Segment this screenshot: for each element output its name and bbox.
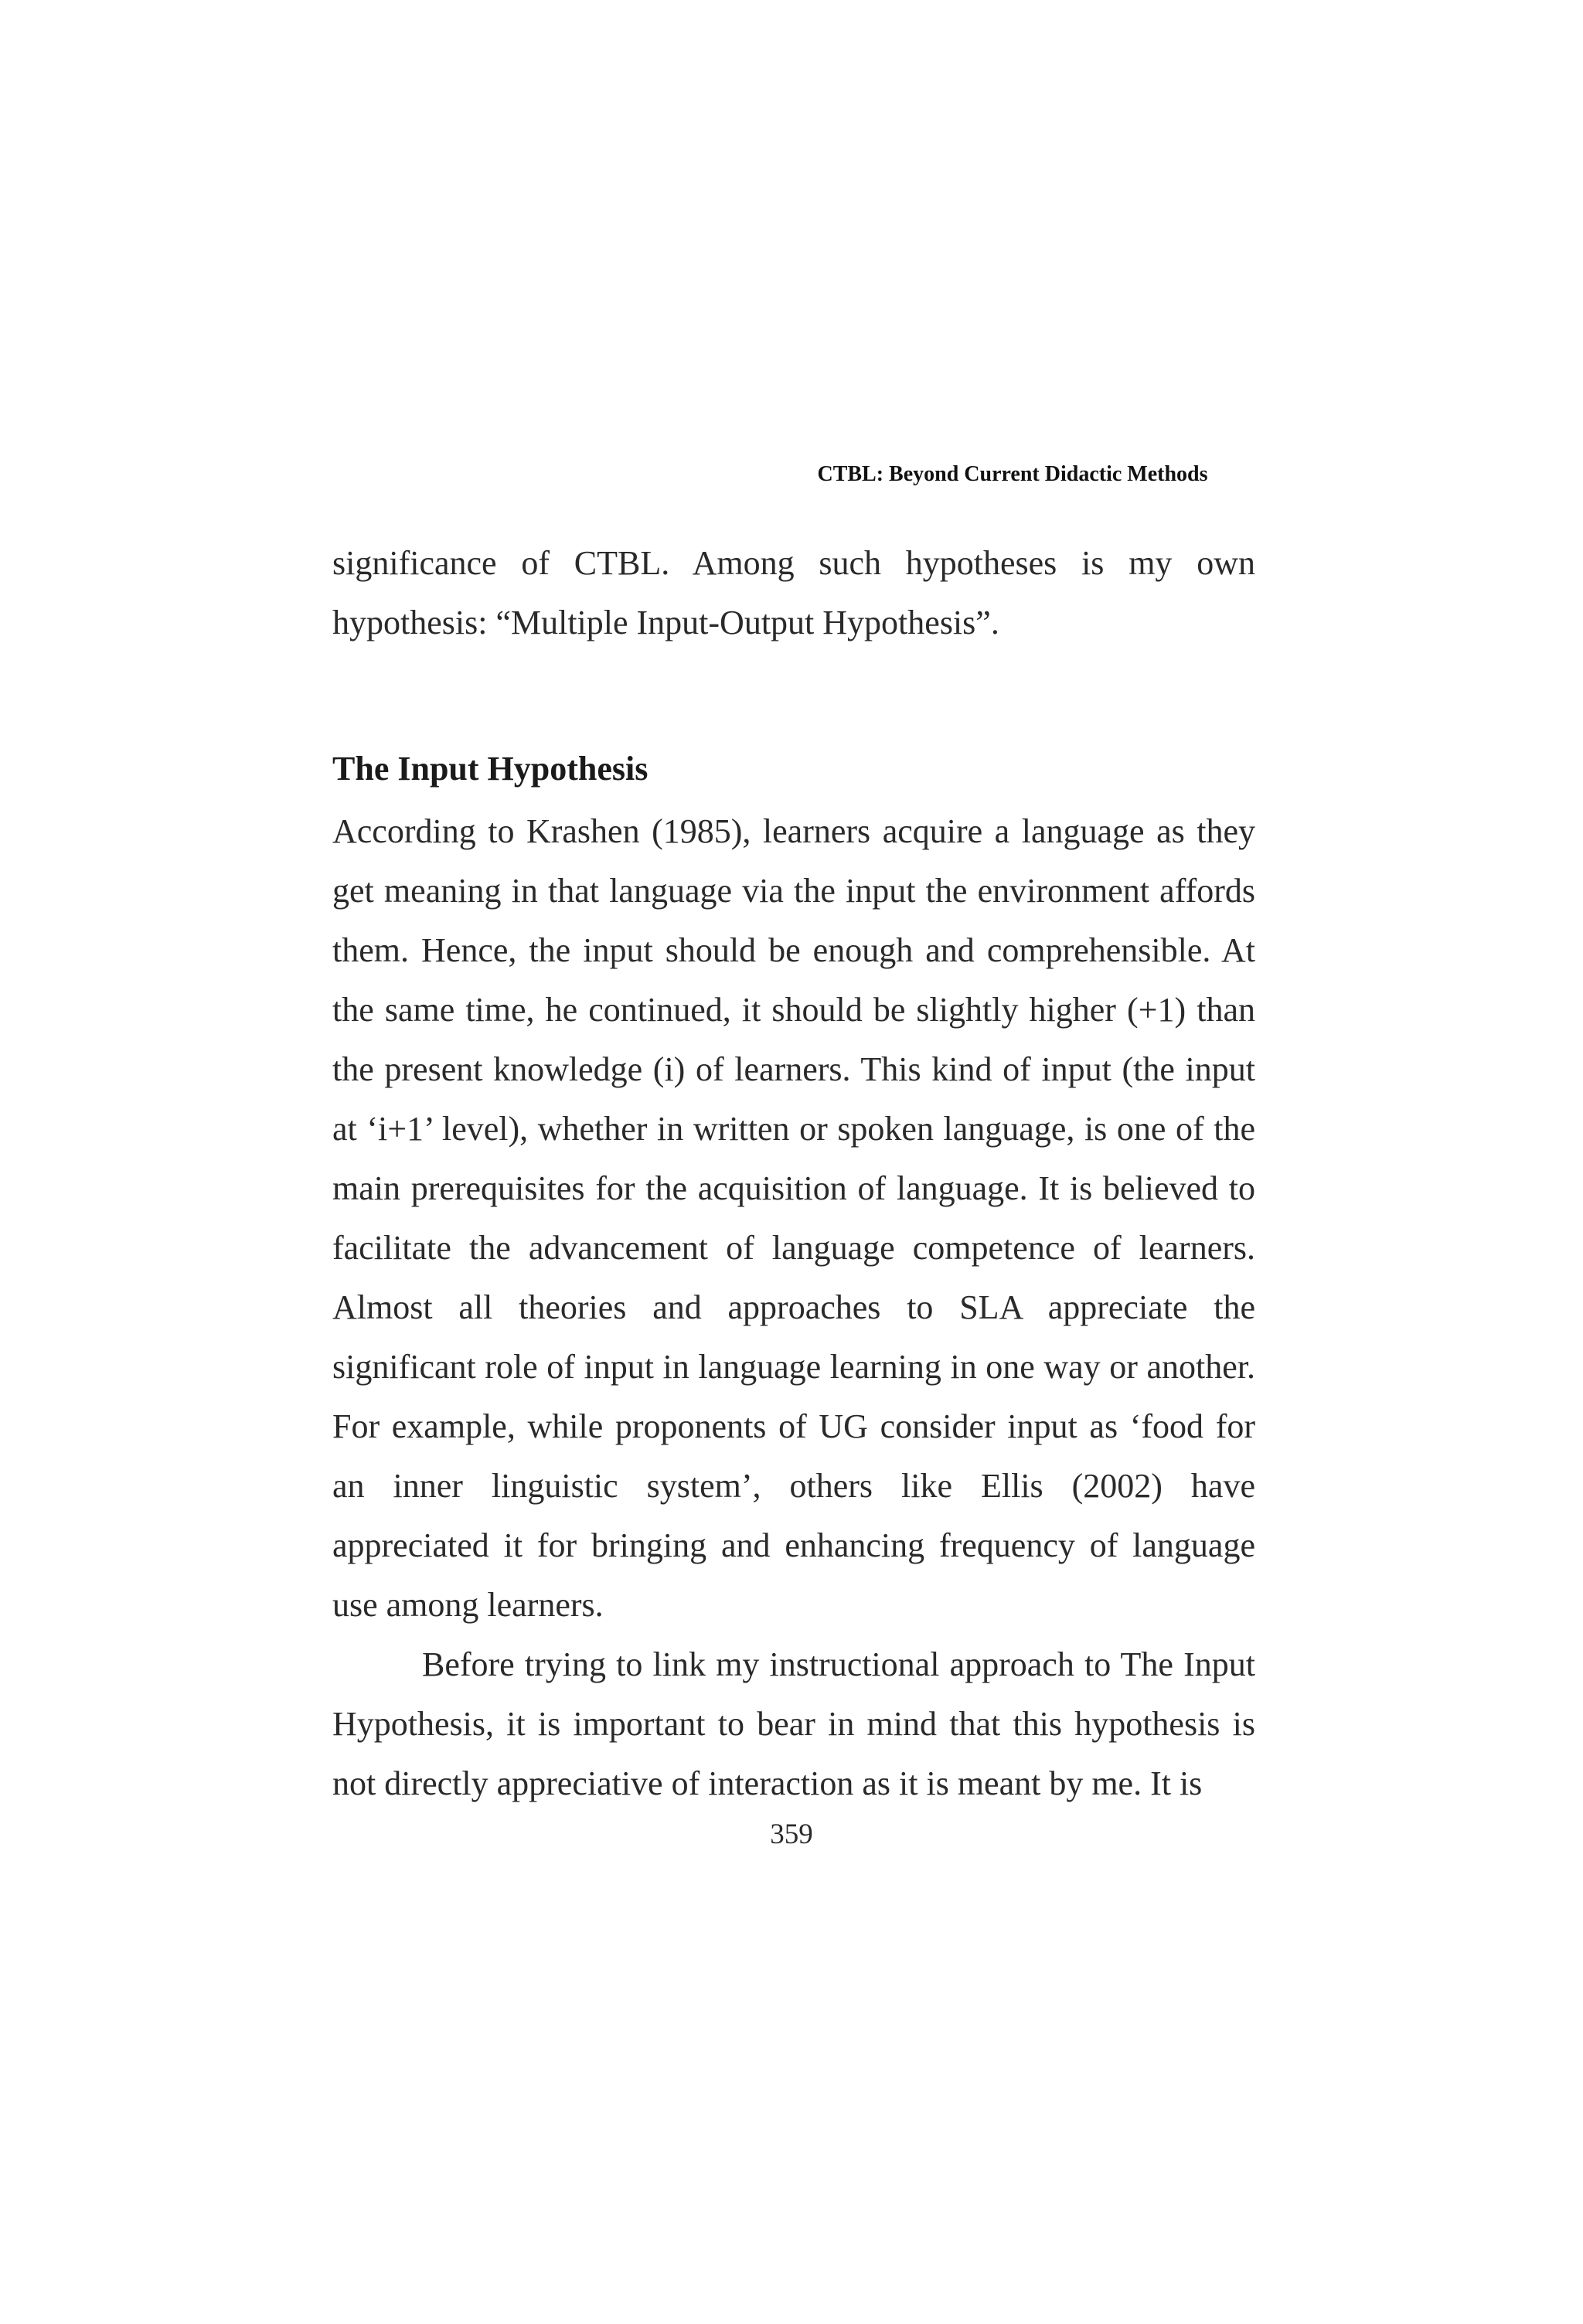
section-spacer xyxy=(332,652,1255,739)
section-heading: The Input Hypothesis xyxy=(332,750,649,788)
body-paragraph-1: According to Krashen (1985), learners acquire a language as they get meaning in that language via the input the environment affords them. Hence, the input should be enough and comprehensible. At the same time, he continued, it should be slightly higher (+1) than the present knowledge (i) of learners. This kind of input (the input at ‘i+1’ level), whether in written or spoken language, is one of the main prerequisites for the acquisition of language. It is believed to facilitate the advancement of language competence of learners. Almost all theories and approaches to SLA appreciate the significant role of input in language learning in one way or another. For example, while proponents of UG consider input as ‘food for an inner linguistic system’, others like Ellis (2002) have appreciated it for bringing and enhancing frequency of language use among learners. xyxy=(332,812,1255,1624)
page-body xyxy=(332,533,1255,1813)
running-header: CTBL: Beyond Current Didactic Methods xyxy=(817,462,1208,486)
intro-paragraph: significance of CTBL. Among such hypotheses is my own hypothesis: “Multiple Input-Output Hypothesis”. xyxy=(332,544,1255,641)
body-paragraph-2: Before trying to link my instructional approach to The Input Hypothesis, it is important to bear in mind that this hypothesis is not directly appreciative of interaction as it is meant by me. It is xyxy=(332,1645,1255,1802)
page-number: 359 xyxy=(770,1819,813,1850)
